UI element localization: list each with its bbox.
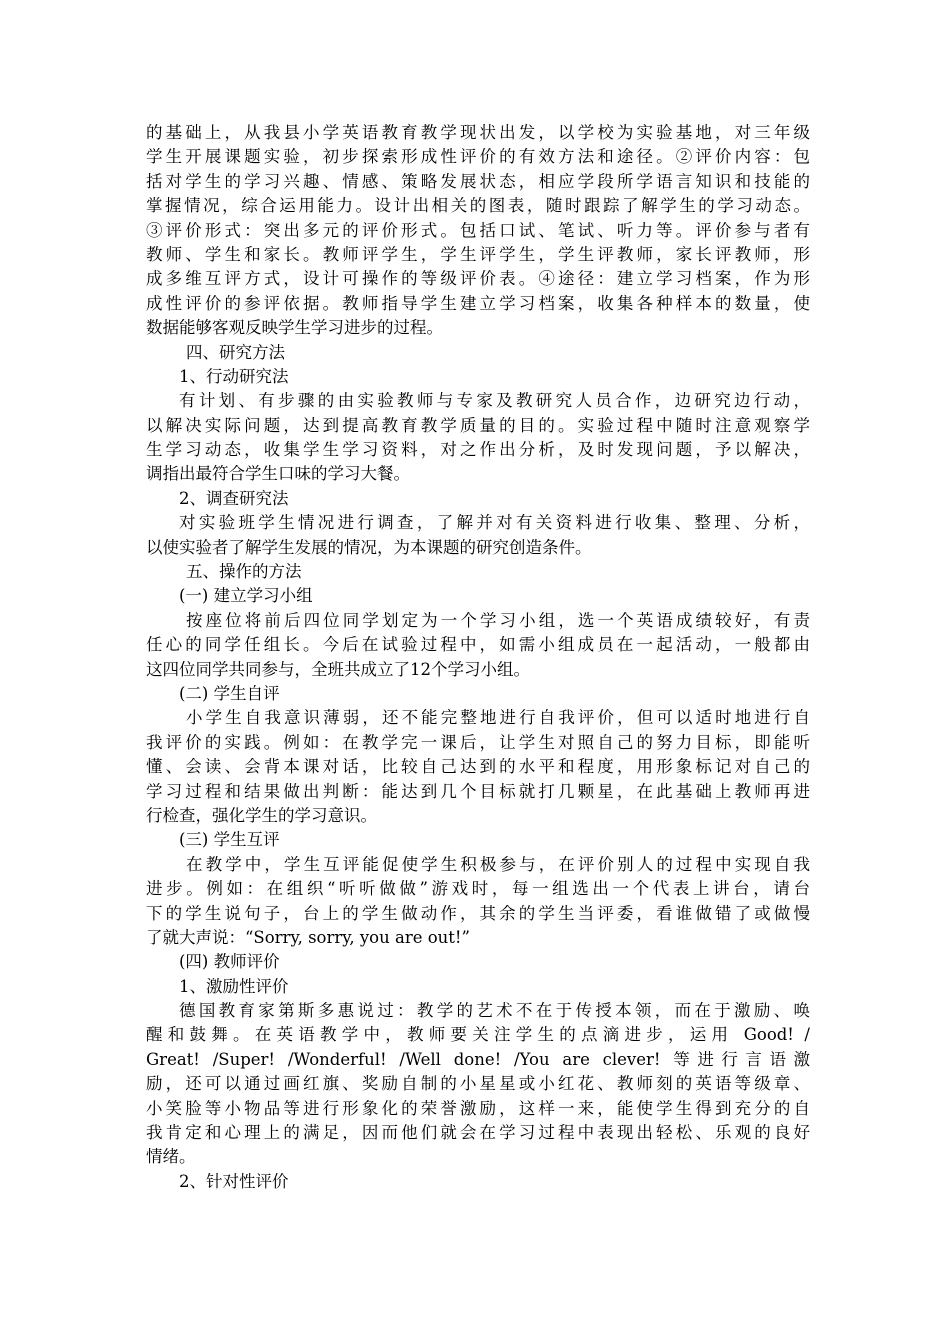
text-line: 数据能够客观反映学生学习进步的过程。 [146, 318, 443, 338]
text-line: 情绪。 [146, 1147, 196, 1167]
text-line: 教师、学生和家长。教师评学生，学生评学生，学生评教师，家长评教师，形 [146, 244, 810, 264]
subsection-heading: 2、调查研究法 [179, 488, 289, 508]
text-line: 以解决实际问题，达到提高教育教学质量的目的。实验过程中随时注意观察学 [146, 415, 810, 435]
subsection-heading: 2、针对性评价 [179, 1171, 289, 1191]
text-line: 了就大声说：“Sorry, sorry, you are out!” [146, 927, 470, 947]
text-line: 小学生自我意识薄弱，还不能完整地进行自我评价，但可以适时地进行自 [186, 708, 810, 728]
text-line: 在教学中，学生互评能促使学生积极参与，在评价别人的过程中实现自我 [186, 854, 810, 874]
text-line: 的基础上，从我县小学英语教育教学现状出发，以学校为实验基地，对三年级 [146, 123, 810, 142]
text-line: 行检查，强化学生的学习意识。 [146, 805, 377, 825]
text-line: 括对学生的学习兴趣、情感、策略发展状态，相应学段所学语言知识和技能的 [146, 171, 810, 191]
section-heading: 五、操作的方法 [186, 562, 302, 582]
text-line: 进步。例如：在组织“听听做做”游戏时，每一组选出一个代表上讲台，请台 [146, 879, 810, 899]
subsection-heading: (一) 建立学习小组 [179, 586, 313, 606]
text-line: 任心的同学任组长。今后在试验过程中，如需小组成员在一起活动，一般都由 [146, 635, 810, 655]
text-line: 成性评价的参评依据。教师指导学生建立学习档案，收集各种样本的数量，使 [146, 293, 810, 313]
text-line: 懂、会读、会背本课对话，比较自己达到的水平和程度，用形象标记对自己的 [146, 757, 810, 777]
text-line: 这四位同学共同参与，全班共成立了12个学习小组。 [146, 659, 530, 679]
text-line: 我肯定和心理上的满足，因而他们就会在学习过程中表现出轻松、乐观的良好 [146, 1123, 810, 1143]
text-line: ③评价形式：突出多元的评价形式。包括口试、笔试、听力等。评价参与者有 [146, 220, 810, 240]
subsection-heading: 1、激励性评价 [179, 976, 289, 996]
subsection-heading: (二) 学生自评 [179, 683, 280, 703]
text-line: 掌握情况，综合运用能力。设计出相关的图表，随时跟踪了解学生的学习动态。 [146, 196, 810, 216]
section-heading: 四、研究方法 [186, 342, 285, 362]
text-line: 学习过程和结果做出判断：能达到几个目标就打几颗星，在此基础上教师再进 [146, 781, 810, 801]
text-line: 小笑脸等小物品等进行形象化的荣誉激励，这样一来，能使学生得到充分的自 [146, 1098, 810, 1118]
subsection-heading: 1、行动研究法 [179, 366, 289, 386]
text-line: 有计划、有步骤的由实验教师与专家及教研究人员合作，边研究边行动， [179, 391, 810, 411]
text-line: 励，还可以通过画红旗、奖励自制的小星星或小红花、教师刻的英语等级章、 [146, 1074, 810, 1094]
subsection-heading: (三) 学生互评 [179, 830, 280, 850]
subsection-heading: (四) 教师评价 [179, 952, 280, 972]
text-line: 以使实验者了解学生发展的情况，为本课题的研究创造条件。 [146, 537, 592, 557]
text-line: 醒和鼓舞。在英语教学中，教师要关注学生的点滴进步，运用 Good! / [146, 1025, 810, 1045]
text-line: 下的学生说句子，台上的学生做动作，其余的学生当评委，看谁做错了或做慢 [146, 903, 810, 923]
text-line: 我评价的实践。例如：在教学完一课后，让学生对照自己的努力目标，即能听 [146, 732, 810, 752]
text-line: 生学习动态，收集学生学习资料，对之作出分析，及时发现问题，予以解决， [146, 440, 810, 460]
text-line: 调指出最符合学生口味的学习大餐。 [146, 464, 410, 484]
text-line: 对实验班学生情况进行调查，了解并对有关资料进行收集、整理、分析， [179, 513, 810, 533]
text-line: 德国教育家第斯多惠说过：教学的艺术不在于传授本领，而在于激励、唤 [179, 1001, 810, 1021]
text-line: 按座位将前后四位同学划定为一个学习小组，选一个英语成绩较好，有责 [186, 610, 810, 630]
text-line: Great! /Super! /Wonderful! /Well done! /You are clever! 等进行言语激 [146, 1049, 810, 1069]
text-line: 成多维互评方式，设计可操作的等级评价表。④途径：建立学习档案，作为形 [146, 269, 810, 289]
text-line: 学生开展课题实验，初步探索形成性评价的有效方法和途径。②评价内容：包 [146, 147, 810, 167]
